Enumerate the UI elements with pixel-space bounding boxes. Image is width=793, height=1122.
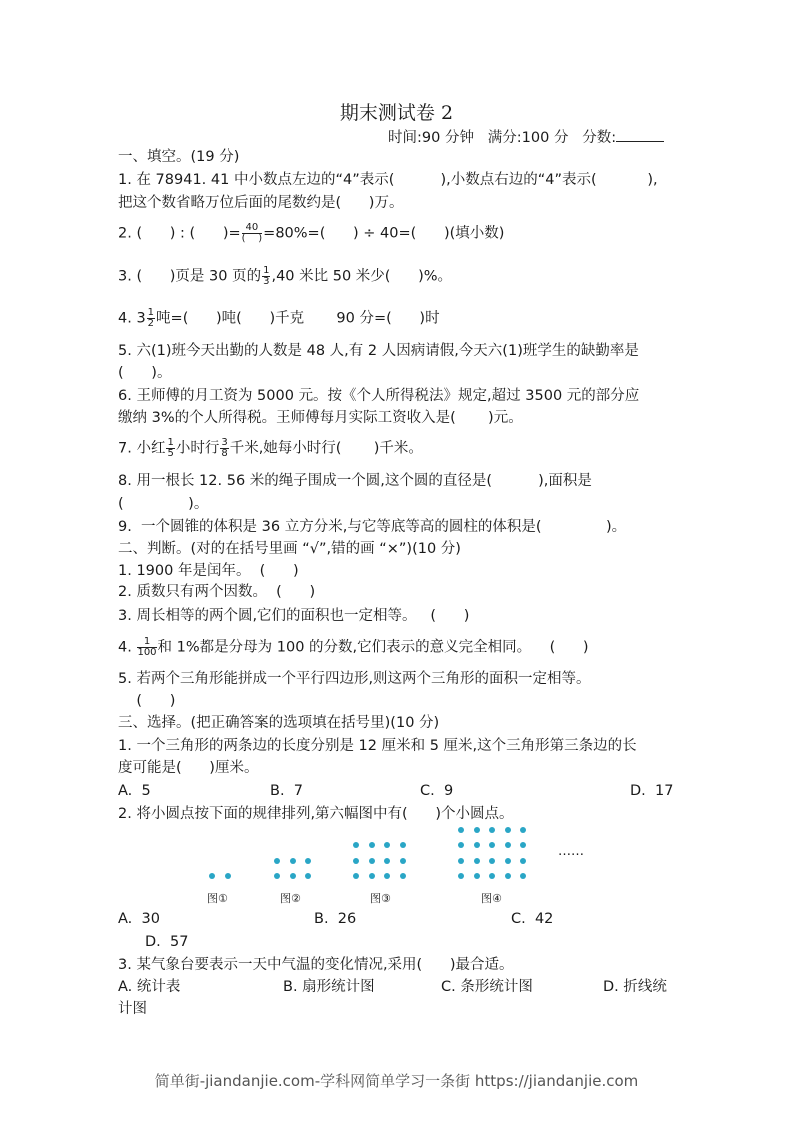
figure-label: 图④ — [481, 892, 502, 905]
numerator: 1 — [263, 265, 270, 276]
numerator: 3 — [221, 437, 228, 448]
dot — [400, 858, 406, 864]
numerator: 1 — [147, 307, 155, 318]
question-2-5-cont: ( ) — [118, 693, 176, 709]
dot — [369, 842, 375, 848]
question-3-1: 1. 一个三角形的两条边的长度分别是 12 厘米和 5 厘米,这个三角形第三条边的长 — [118, 738, 637, 754]
figure-label: 图② — [280, 892, 301, 905]
dot — [290, 873, 296, 879]
question-1-1: 1. 在 78941. 41 中小数点左边的“4”表示( ),小数点右边的“4”表示( ), — [118, 172, 658, 188]
footer-watermark: 简单街-jiandanjie.com-学科网简单学习一条街 https://jiandanjie.com — [154, 1072, 639, 1090]
question-1-9: 9. 一个圆锥的体积是 36 立方分米,与它等底等高的圆柱的体积是( )。 — [118, 519, 627, 535]
section-3-heading: 三、选择。(把正确答案的选项填在括号里)(10 分) — [118, 715, 440, 731]
dot — [384, 858, 390, 864]
dot — [520, 858, 526, 864]
question-2-5: 5. 若两个三角形能拼成一个平行四边形,则这两个三角形的面积一定相等。 — [118, 671, 591, 687]
q7-part: 千米,她每小时行( )千米。 — [229, 440, 423, 457]
denominator: 3 — [263, 276, 270, 287]
question-2-1: 1. 1900 年是闰年。 ( ) — [118, 563, 299, 579]
option-b: B. 扇形统计图 — [283, 979, 375, 995]
dot — [353, 873, 359, 879]
dot — [489, 873, 495, 879]
option-a: A. 统计表 — [118, 979, 181, 995]
dot — [209, 873, 215, 879]
option-b: B. 26 — [314, 911, 357, 927]
dot — [458, 858, 464, 864]
dot — [505, 842, 511, 848]
option-d: D. 折线统 — [603, 979, 667, 995]
question-1-2 — [118, 223, 504, 244]
option-c: C. 42 — [511, 911, 554, 927]
q4-part: 4. 3 — [118, 310, 146, 327]
dot — [274, 858, 280, 864]
option-d-cont: 计图 — [118, 1001, 147, 1017]
q7-part: 7. 小红 — [118, 440, 166, 457]
question-2-2: 2. 质数只有两个因数。 ( ) — [118, 584, 316, 600]
score-blank[interactable] — [616, 127, 664, 142]
score-label: 分数: — [582, 130, 617, 146]
option-d: D. 17 — [630, 783, 674, 799]
q4-part: 4. — [118, 639, 137, 656]
numerator: 1 — [137, 637, 156, 648]
question-3-1-cont: 度可能是( )厘米。 — [118, 760, 259, 776]
question-1-7 — [118, 438, 423, 459]
question-1-8-cont: ( )。 — [118, 496, 209, 512]
dot — [305, 873, 311, 879]
q4-part: 和 1%都是分母为 100 的分数,它们表示的意义完全相同。 ( ) — [157, 639, 589, 656]
dot — [400, 873, 406, 879]
option-a: A. 5 — [118, 783, 151, 799]
numerator: 1 — [167, 437, 174, 448]
question-1-1-cont: 把这个数省略万位后面的尾数约是( )万。 — [118, 195, 404, 211]
option-a: A. 30 — [118, 911, 160, 927]
dot — [489, 842, 495, 848]
q3-part: 3. ( )页是 30 页的 — [118, 268, 262, 285]
question-1-6-cont: 缴纳 3%的个人所得税。王师傅每月实际工资收入是( )元。 — [118, 410, 523, 426]
question-3-2: 2. 将小圆点按下面的规律排列,第六幅图中有( )个小圆点。 — [118, 806, 514, 822]
question-1-5-cont: ( )。 — [118, 365, 172, 381]
dot — [520, 827, 526, 833]
exam-meta — [388, 127, 664, 148]
fraction — [147, 308, 155, 329]
question-3-3: 3. 某气象台要表示一天中气温的变化情况,采用( )最合适。 — [118, 957, 514, 973]
denominator: 2 — [147, 318, 155, 329]
full-score: 满分:100 分 — [487, 130, 569, 146]
numerator: 40 — [242, 223, 263, 234]
denominator: 5 — [167, 448, 174, 459]
dot — [384, 842, 390, 848]
figure-label: 图③ — [370, 892, 391, 905]
q3-part: ,40 米比 50 米少( )%。 — [271, 268, 453, 285]
dot — [353, 858, 359, 864]
dot — [505, 873, 511, 879]
option-c: C. 9 — [420, 783, 454, 799]
page-title: 期末测试卷 2 — [339, 102, 454, 124]
question-2-3: 3. 周长相等的两个圆,它们的面积也一定相等。 ( ) — [118, 608, 470, 624]
fraction — [242, 223, 263, 244]
fraction — [166, 438, 174, 459]
ellipsis: …… — [558, 844, 584, 859]
dot — [384, 873, 390, 879]
dot — [520, 873, 526, 879]
denominator: 8 — [221, 448, 228, 459]
option-d: D. 57 — [145, 934, 189, 950]
time-limit: 时间:90 分钟 — [388, 130, 474, 146]
question-1-5: 5. 六(1)班今天出勤的人数是 48 人,有 2 人因病请假,今天六(1)班学生的缺勤率是 — [118, 343, 639, 359]
dot — [489, 858, 495, 864]
section-2-heading: 二、判断。(对的在括号里画 “√”,错的画 “×”)(10 分) — [118, 541, 461, 557]
dot — [225, 873, 231, 879]
question-1-3 — [118, 266, 452, 287]
denominator: ( ) — [241, 233, 263, 244]
question-1-6: 6. 王师傅的月工资为 5000 元。按《个人所得税法》规定,超过 3500 元的部分应 — [118, 388, 640, 404]
q2-part: 2. ( ) : ( )= — [118, 225, 241, 242]
dot — [489, 827, 495, 833]
dot — [458, 842, 464, 848]
dot — [400, 842, 406, 848]
section-1-heading: 一、填空。(19 分) — [118, 149, 240, 165]
dot — [474, 827, 480, 833]
dot — [290, 858, 296, 864]
figure-label: 图① — [207, 892, 228, 905]
dot — [474, 858, 480, 864]
option-b: B. 7 — [270, 783, 304, 799]
question-1-8: 8. 用一根长 12. 56 米的绳子围成一个圆,这个圆的直径是( ),面积是 — [118, 473, 592, 489]
dot — [353, 842, 359, 848]
q4-part: 吨=( )吨( )千克 90 分=( )时 — [156, 310, 440, 327]
dot — [369, 873, 375, 879]
dot — [458, 827, 464, 833]
fraction — [262, 266, 270, 287]
dot — [520, 842, 526, 848]
question-2-4 — [118, 637, 589, 658]
dot — [458, 873, 464, 879]
dot — [474, 873, 480, 879]
q2-part: =80%=( ) ÷ 40=( )(填小数) — [263, 225, 505, 242]
q7-part: 小时行 — [175, 440, 220, 457]
fraction — [137, 637, 156, 658]
question-1-4 — [118, 308, 440, 329]
dot — [274, 873, 280, 879]
dot — [474, 842, 480, 848]
dot — [305, 858, 311, 864]
dot — [505, 858, 511, 864]
option-c: C. 条形统计图 — [441, 979, 533, 995]
dot — [369, 858, 375, 864]
denominator: 100 — [137, 647, 157, 658]
dot — [505, 827, 511, 833]
fraction — [220, 438, 228, 459]
